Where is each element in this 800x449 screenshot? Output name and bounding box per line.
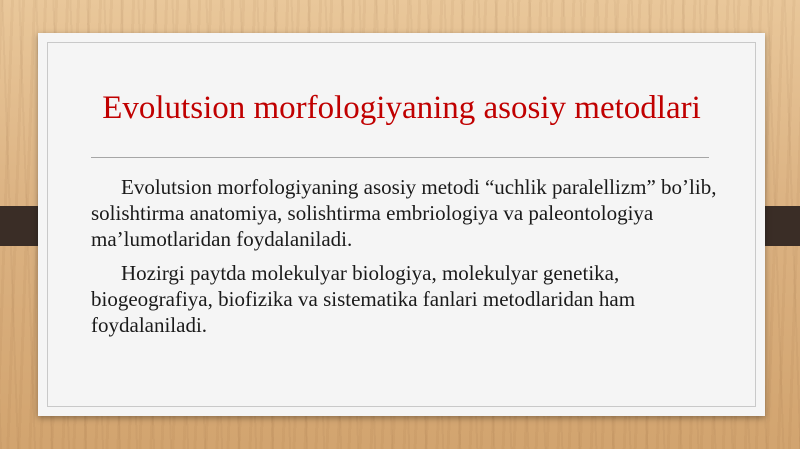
title-divider (91, 157, 709, 158)
slide-card (38, 33, 765, 416)
body-paragraph-2: Hozirgi paytda molekulyar biologiya, molekulyar genetika, biogeografiya, biofizika va sistematika fanlari metodlaridan ham foydalaniladi. (91, 261, 636, 337)
body-paragraph-1: Evolutsion morfologiyaning asosiy metodi “uchlik paralellizm” bo’lib, solishtirma anatomiya, solishtirma embriologiya va paleontologiya ma’lumotlaridan foydalaniladi. (91, 175, 717, 251)
slide-body (91, 174, 721, 346)
slide-title: Evolutsion morfologiyaning asosiy metodlari (102, 90, 701, 126)
